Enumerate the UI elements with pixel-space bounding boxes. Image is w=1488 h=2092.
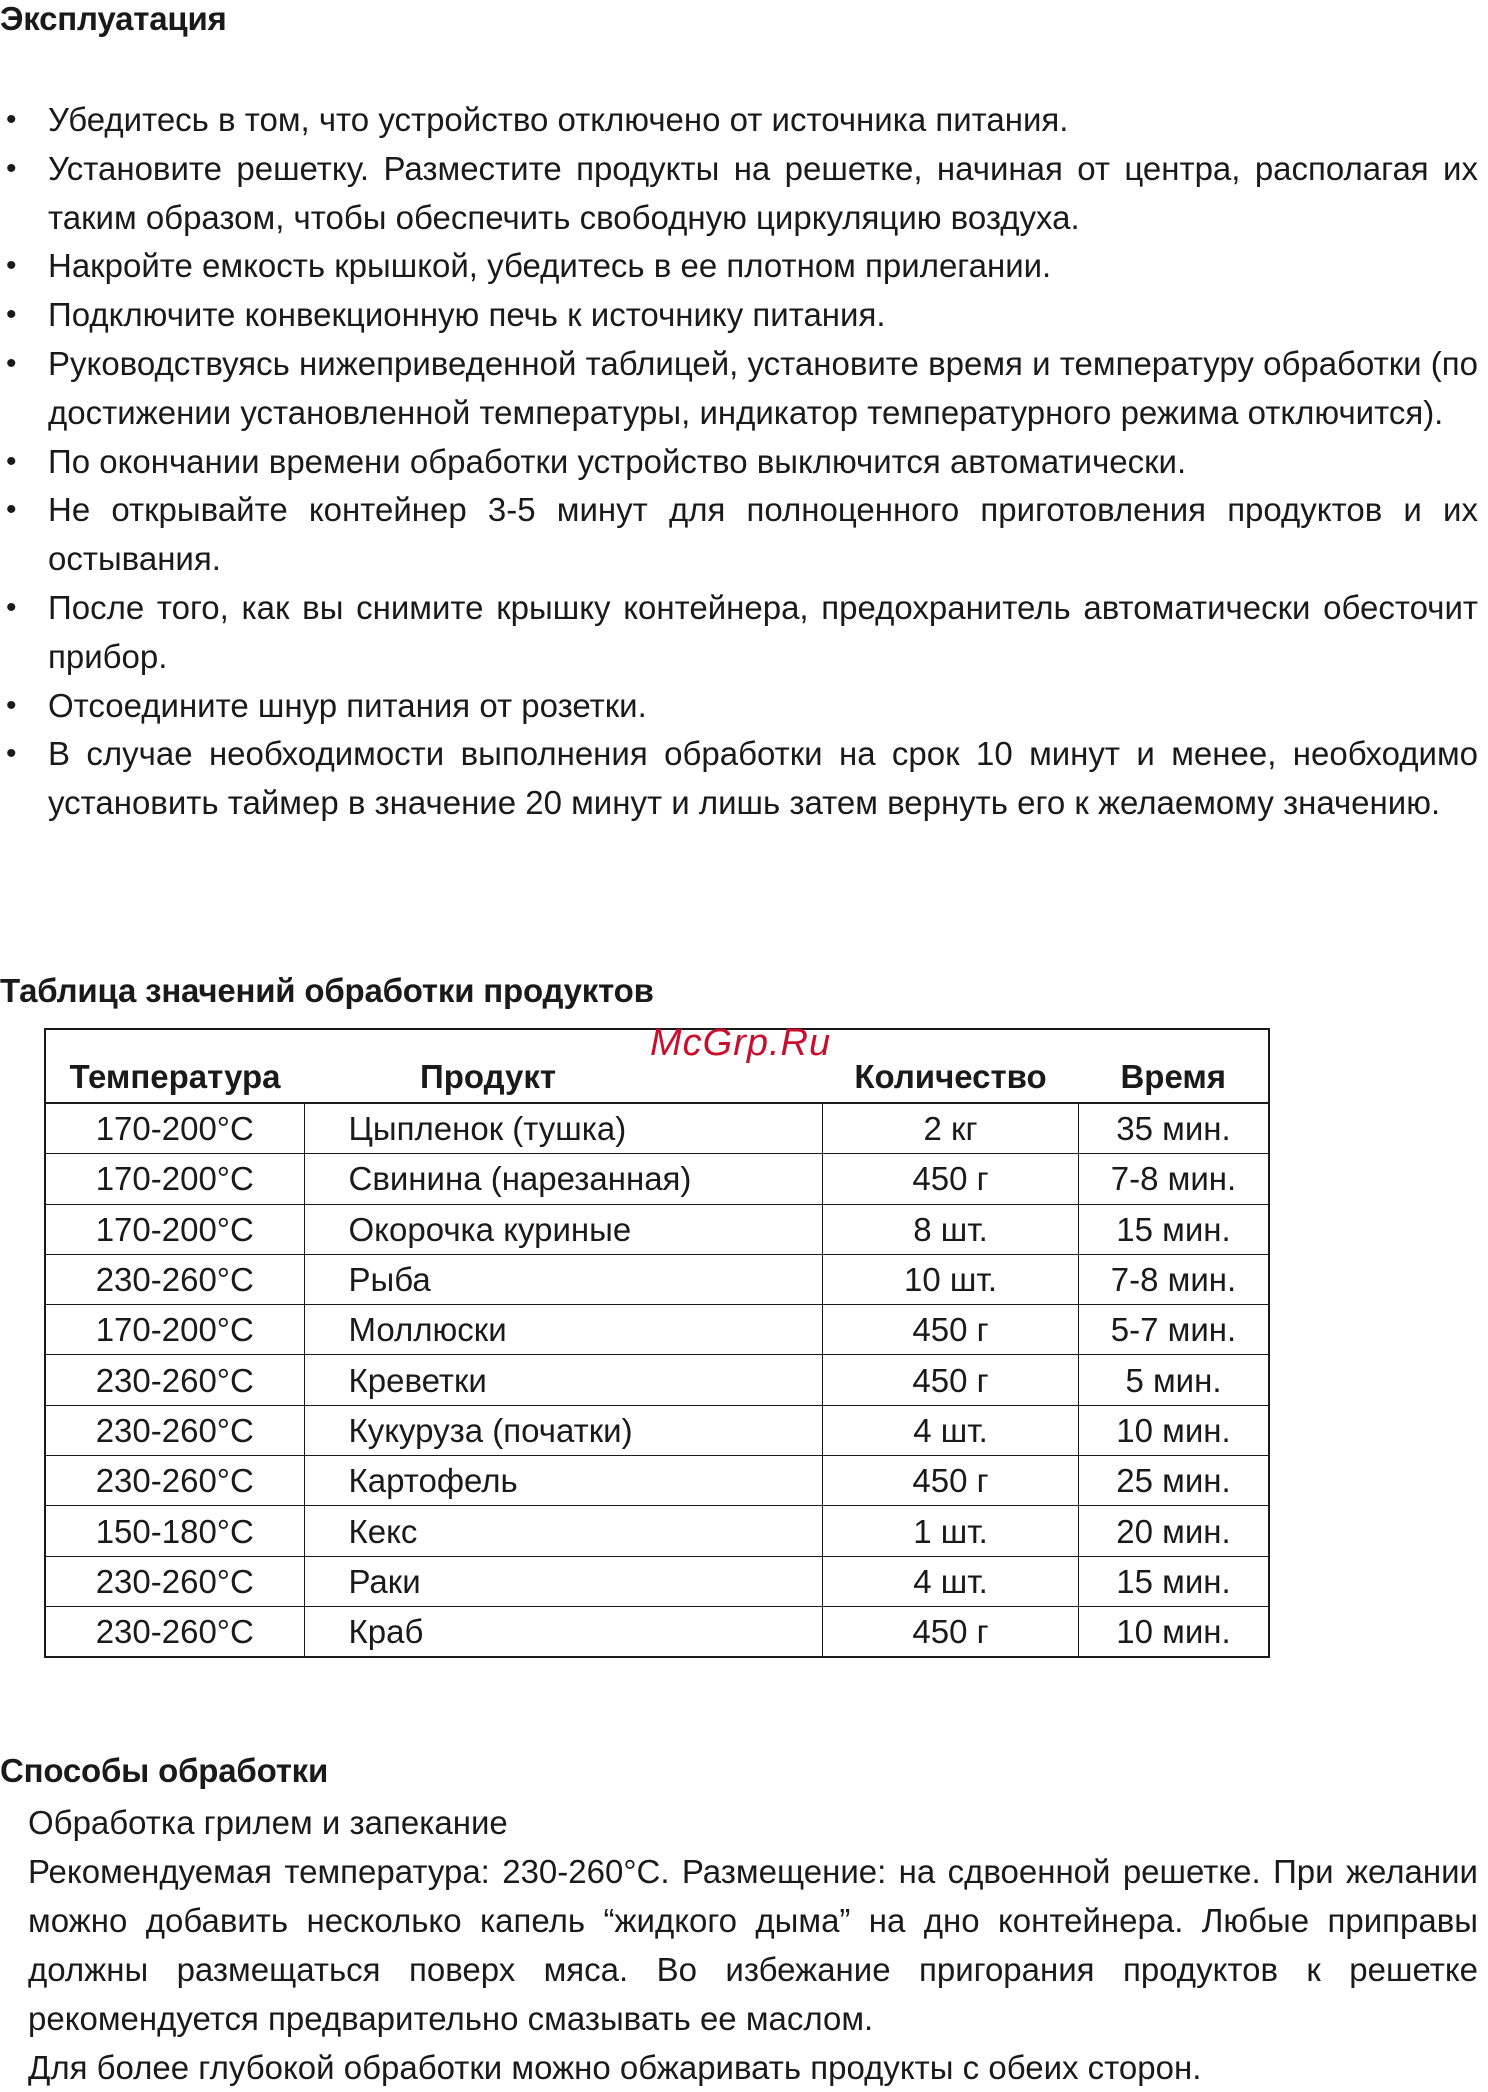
bullet-item xyxy=(0,291,1478,340)
bullet-dot-icon: • xyxy=(6,298,17,332)
cell-time: 5-7 мин. xyxy=(1079,1305,1270,1355)
cell-temperature: 170-200°C xyxy=(45,1154,304,1204)
bullet-text: Накройте емкость крышкой, убедитесь в ее плотном прилегании. xyxy=(48,247,1052,285)
bullet-dot-icon: • xyxy=(6,103,17,136)
section-title-table: Таблица значений обработки продуктов xyxy=(0,972,654,1009)
bullet-dot-icon: • xyxy=(6,590,17,624)
cell-temperature: 230-260°C xyxy=(45,1405,304,1455)
bullet-dot-icon: • xyxy=(6,249,17,283)
cell-product: Креветки xyxy=(304,1355,823,1405)
cell-quantity: 10 шт. xyxy=(823,1254,1079,1304)
bullet-item xyxy=(0,96,1478,145)
table-row xyxy=(45,1154,1269,1204)
bullet-item xyxy=(0,340,1478,438)
table-row xyxy=(45,1204,1269,1254)
bullet-item xyxy=(0,486,1478,584)
methods-text xyxy=(28,1798,1478,2092)
cell-product: Моллюски xyxy=(304,1305,823,1355)
cell-quantity: 4 шт. xyxy=(823,1556,1079,1606)
cell-temperature: 150-180°C xyxy=(45,1506,304,1556)
methods-subtitle: Обработка грилем и запекание xyxy=(28,1804,508,1841)
cell-product: Цыпленок (тушка) xyxy=(304,1103,823,1154)
cell-product: Окорочка куриные xyxy=(304,1204,823,1254)
cell-product: Кукуруза (початки) xyxy=(304,1405,823,1455)
table-row xyxy=(45,1556,1269,1606)
cell-time: 7-8 мин. xyxy=(1079,1254,1270,1304)
cell-temperature: 230-260°C xyxy=(45,1456,304,1506)
bullet-item xyxy=(0,145,1478,243)
cell-quantity: 450 г xyxy=(823,1305,1079,1355)
bullet-text: Убедитесь в том, что устройство отключено от источника питания. xyxy=(48,101,1069,138)
bullet-dot-icon: • xyxy=(6,688,17,722)
bullet-text: Подключите конвекционную печь к источнику питания. xyxy=(48,296,886,334)
bullet-text: По окончании времени обработки устройство выключится автоматически. xyxy=(48,442,1187,480)
cell-quantity: 450 г xyxy=(823,1355,1079,1405)
bullet-text: В случае необходимости выполнения обработки на срок 10 минут и менее, необходимо установить таймер в значение 20 минут и лишь затем вернуть его к желаемому значению. xyxy=(48,735,1478,822)
table-row xyxy=(45,1606,1269,1657)
cell-product: Рыба xyxy=(304,1254,823,1304)
bullet-dot-icon: • xyxy=(6,346,17,380)
operation-bullet-list xyxy=(0,96,1478,828)
cell-time: 35 мин. xyxy=(1079,1103,1270,1154)
bullet-text: Руководствуясь нижеприведенной таблицей, установите время и температуру обработки (по достижении установленной температуры, индикатор температурного режима отключится). xyxy=(48,344,1478,431)
bullet-item xyxy=(0,584,1478,682)
cell-quantity: 2 кг xyxy=(823,1103,1079,1154)
cell-product: Свинина (нарезанная) xyxy=(304,1154,823,1204)
table-row xyxy=(45,1305,1269,1355)
table-body xyxy=(45,1103,1269,1657)
cell-time: 7-8 мин. xyxy=(1079,1154,1270,1204)
header-product: Продукт xyxy=(304,1029,823,1103)
cell-time: 10 мин. xyxy=(1079,1405,1270,1455)
cell-quantity: 4 шт. xyxy=(823,1405,1079,1455)
cell-time: 10 мин. xyxy=(1079,1606,1270,1657)
table-row xyxy=(45,1103,1269,1154)
header-quantity: Количество xyxy=(823,1029,1079,1103)
bullet-dot-icon: • xyxy=(6,151,17,185)
cell-temperature: 230-260°C xyxy=(45,1606,304,1657)
section-title-operation: Эксплуатация xyxy=(0,0,227,37)
section-title-methods: Способы обработки xyxy=(0,1752,329,1789)
cell-temperature: 230-260°C xyxy=(45,1556,304,1606)
cell-time: 15 мин. xyxy=(1079,1556,1270,1606)
watermark-logo: McGrp.Ru xyxy=(650,1022,832,1064)
header-temperature: Температура xyxy=(45,1029,304,1103)
bullet-item xyxy=(0,242,1478,291)
table-row xyxy=(45,1254,1269,1304)
cell-temperature: 170-200°C xyxy=(45,1204,304,1254)
cell-quantity: 450 г xyxy=(823,1606,1079,1657)
cell-time: 20 мин. xyxy=(1079,1506,1270,1556)
bullet-text: Не открывайте контейнер 3-5 минут для полноценного приготовления продуктов и их остывания. xyxy=(48,491,1478,578)
table-row xyxy=(45,1506,1269,1556)
cell-temperature: 230-260°C xyxy=(45,1254,304,1304)
methods-last-line: Для более глубокой обработки можно обжаривать продукты с обеих сторон. xyxy=(28,2049,1202,2086)
cell-quantity: 450 г xyxy=(823,1456,1079,1506)
methods-paragraph: Рекомендуемая температура: 230-260°C. Размещение: на сдвоенной решетке. При желании можно добавить несколько капель “жидкого дыма” на дно контейнера. Любые приправы должны размещаться поверх мяса. Во избежание пригорания продуктов к решетке рекомендуется предварительно смазывать ее маслом. xyxy=(28,1853,1478,2037)
cell-time: 15 мин. xyxy=(1079,1204,1270,1254)
cell-product: Кекс xyxy=(304,1506,823,1556)
cell-quantity: 8 шт. xyxy=(823,1204,1079,1254)
cell-product: Раки xyxy=(304,1556,823,1606)
bullet-item xyxy=(0,438,1478,487)
table-row xyxy=(45,1456,1269,1506)
table-row xyxy=(45,1405,1269,1455)
table-row xyxy=(45,1355,1269,1405)
bullet-item xyxy=(0,682,1478,731)
bullet-text: После того, как вы снимите крышку контейнера, предохранитель автоматически обесточит прибор. xyxy=(48,588,1478,675)
cell-product: Картофель xyxy=(304,1456,823,1506)
cell-product: Краб xyxy=(304,1606,823,1657)
header-time: Время xyxy=(1079,1029,1270,1103)
cell-time: 5 мин. xyxy=(1079,1355,1270,1405)
cell-temperature: 170-200°C xyxy=(45,1305,304,1355)
bullet-dot-icon: • xyxy=(6,444,17,478)
bullet-text: Установите решетку. Разместите продукты на решетке, начиная от центра, располагая их таким образом, чтобы обеспечить свободную циркуляцию воздуха. xyxy=(48,149,1478,236)
processing-table xyxy=(44,1028,1270,1658)
cell-temperature: 170-200°C xyxy=(45,1103,304,1154)
cell-quantity: 1 шт. xyxy=(823,1506,1079,1556)
bullet-dot-icon: • xyxy=(6,737,17,771)
bullet-item xyxy=(0,730,1478,828)
cell-quantity: 450 г xyxy=(823,1154,1079,1204)
cell-temperature: 230-260°C xyxy=(45,1355,304,1405)
cell-time: 25 мин. xyxy=(1079,1456,1270,1506)
bullet-dot-icon: • xyxy=(6,493,17,527)
bullet-text: Отсоедините шнур питания от розетки. xyxy=(48,686,647,724)
